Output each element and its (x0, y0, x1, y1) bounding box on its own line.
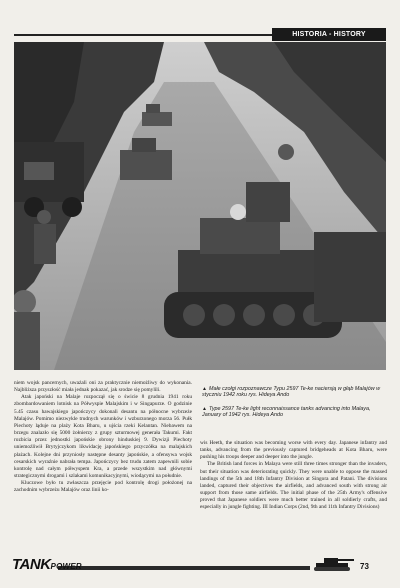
paragraph: niem wojsk pancernych, uważali oni za praktycznie niemożliwy do wykonania. Najbliższa przyszłość miała jednak pokazać, jak srodze się pomylili. (14, 380, 192, 394)
page-number: 73 (360, 562, 369, 571)
paragraph: Atak japoński na Malaje rozpoczął się o świcie 8 grudnia 1941 roku zbombardowaniem lotnisk na Półwyspie Malajskim i w Singapurze. O godzinie 5.45 czasu hawajskiego japończycy dokonali desantu na północne wybrzeże Malajów. Pomimo niezwykle trudnych warunków i wzburzonego morza 56. Pułk Piechoty ląduje na plaży Kota Bharu, u ujścia rzeki Kelantan. Niebawem na brzegu znalazło się 5000 żołnierzy z grupy szturmowej generała Takumi. Fakt rozbicia przez jednostki japońskie obrony hinduskiej 9. Dywizji Piechoty uniemożliwił Brytyjczykom likwidację japońskiego przyczółka na malajskich plażach. Kolejne dni przyniosły następne desanty japońskie, a ofensywa wojsk cesarskich wyraźnie nabrała tempa. Japończycy bez trudu zatem zapewnili sobie kontrolę nad całym półwyspem Kra, a przede wszystkim nad głównymi strategicznymi drogami i szlakami komunikacyjnymi, wiodącymi na południe. (14, 394, 192, 480)
paragraph: wis Heeth, the situation was becoming worse with every day. Japanese infantry and tanks, advancing from the previously captured bridgeheads at Kota Bharu, were pushing his troops deeper and deeper into the jungle. (200, 440, 387, 461)
paragraph: The British land forces in Malaya were still three times stronger than the invaders, but their situation was deteriorating quickly. They were unable to oppose the massed landings of the 5th and 18th Infantry Division at Singora and Patani. The divisions landed, captured their objectives the airfields, and advanced south with strong air support from those same airfields. The initial phase of the 25th Army's offensive proved that Japanese soldiers were much better trained in all soldierly crafts, and especially in jungle fighting. III Indian Corps (2nd, 9th and 11th Infantry Divisions) (200, 461, 387, 511)
photo-illustration (14, 42, 386, 370)
tank-column-photo (14, 42, 386, 370)
caption-credit: rys. Hideya Ando (242, 412, 284, 419)
caption-triangle-icon: ▲ (202, 386, 207, 392)
tank-silhouette-icon (312, 556, 356, 572)
photo-caption-english: ▲ Type 2597 Te-ke light reconnaissance tanks advancing into Malaya, January of 1942 rys. Hideya Ando (202, 406, 371, 419)
tank-power-logo: TANKPOWER (12, 556, 82, 573)
photo-caption-polish: ▲ Małe czołgi rozpoznawcze Typu 2597 Te-ke naciersją w głąb Malajów w styczniu 1942 roku rys. Hideya Ando (202, 386, 381, 399)
polish-text-column (14, 380, 192, 562)
english-text-column (200, 440, 387, 564)
footer-bar (58, 566, 310, 570)
paragraph: Kluczowe było tu zwłaszcza przejęcie pod kontrolę drogi położonej na zachodnim wybrzeżu Malajów oraz linii ko- (14, 480, 192, 494)
caption-triangle-icon: ▲ (202, 406, 207, 412)
section-tag: HISTORIA - HISTORY (272, 28, 386, 41)
caption-credit: rys. Hideya Ando (248, 392, 290, 399)
header-rule (14, 34, 272, 36)
